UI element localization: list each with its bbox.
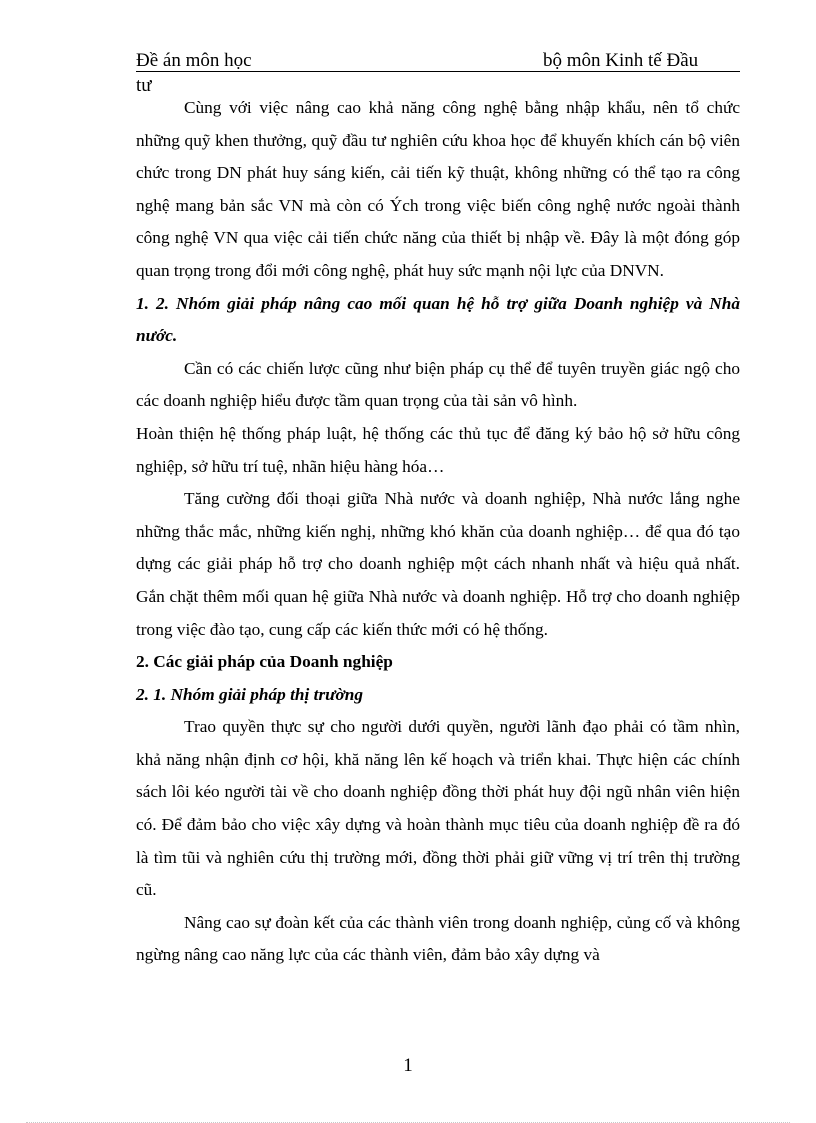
header-department-wrap: tư bbox=[136, 75, 152, 96]
heading-enterprise-solutions: 2. Các giải pháp của Doanh nghiệp bbox=[136, 652, 393, 672]
heading-market-solutions: 2. 1. Nhóm giải pháp thị trường bbox=[136, 684, 364, 704]
header-department: bộ môn Kinh tế Đầu bbox=[543, 50, 699, 71]
paragraph-propaganda: Cần có các chiến lược cũng như biện pháp cụ thể để tuyên truyền giác ngộ cho các doanh nghiệp hiểu được tầm quan trọng của tài sản vô hình. bbox=[136, 358, 740, 411]
paragraph-delegation: Trao quyền thực sự cho người dưới quyền, người lãnh đạo phải có tầm nhìn, khả năng nhận định cơ hội, khă năng lên kế hoạch và triển khai. Thực hiện các chính sách lôi kéo người tài về cho doanh nghiệp đồng thời phát huy đội ngũ nhân viên hiện có. Để đảm bảo cho việc xây dựng và hoàn thành mục tiêu của doanh nghiệp đề ra đó là tìm tũi và nghiên cứu thị trường mới, đồng thời phải giữ vững vị trí trên thị trường cũ. bbox=[136, 717, 740, 900]
paragraph-technology-innovation: Cùng với việc nâng cao khả năng công nghệ bằng nhập khẩu, nên tổ chức những quỹ khen thưởng, quỹ đầu tư nghiên cứu khoa học để khuyến khích cán bộ viên chức trong DN phát huy sáng kiến, cải tiến kỹ thuật, không những có thể tạo ra công nghệ mang bản sắc VN mà còn có Ých trong việc biến công nghệ nước ngoài thành công nghệ VN qua việc cải tiến chức năng của thiết bị nhập về. Đây là một đóng góp quan trọng trong đổi mới công nghệ, phát huy sức mạnh nội lực của DNVN. bbox=[136, 98, 740, 280]
heading-state-support: 1. 2. Nhóm giải pháp nâng cao mối quan hệ hỗ trợ giữa Doanh nghiệp và Nhà nước. bbox=[136, 293, 740, 346]
header-course-title: Đề án môn học bbox=[136, 50, 252, 71]
page-number: 1 bbox=[403, 1055, 413, 1076]
header-rule bbox=[136, 71, 740, 72]
paragraph-legal-system: Hoàn thiện hệ thống pháp luật, hệ thống các thủ tục để đăng ký bảo hộ sở hữu công nghiệp, sở hữu trí tuệ, nhãn hiệu hàng hóa… bbox=[136, 423, 740, 476]
document-body bbox=[136, 92, 740, 972]
paragraph-solidarity: Nâng cao sự đoàn kết của các thành viên trong doanh nghiệp, củng cố và không ngừng nâng cao năng lực của các thành viên, đảm bảo xây dựng và bbox=[136, 912, 740, 965]
paragraph-dialogue: Tăng cường đối thoại giữa Nhà nước và doanh nghiệp, Nhà nước lắng nghe những thắc mắc, những kiến nghị, những khó khăn của doanh nghiệp… để qua đó tạo dựng các giải pháp hỗ trợ cho doanh nghiệp một cách nhanh nhất và hiệu quả nhất. Gắn chặt thêm mối quan hệ giữa Nhà nước và doanh nghiệp. Hỗ trợ cho doanh nghiệp trong việc đào tạo, cung cấp các kiến thức mới có hệ thống. bbox=[136, 489, 740, 639]
